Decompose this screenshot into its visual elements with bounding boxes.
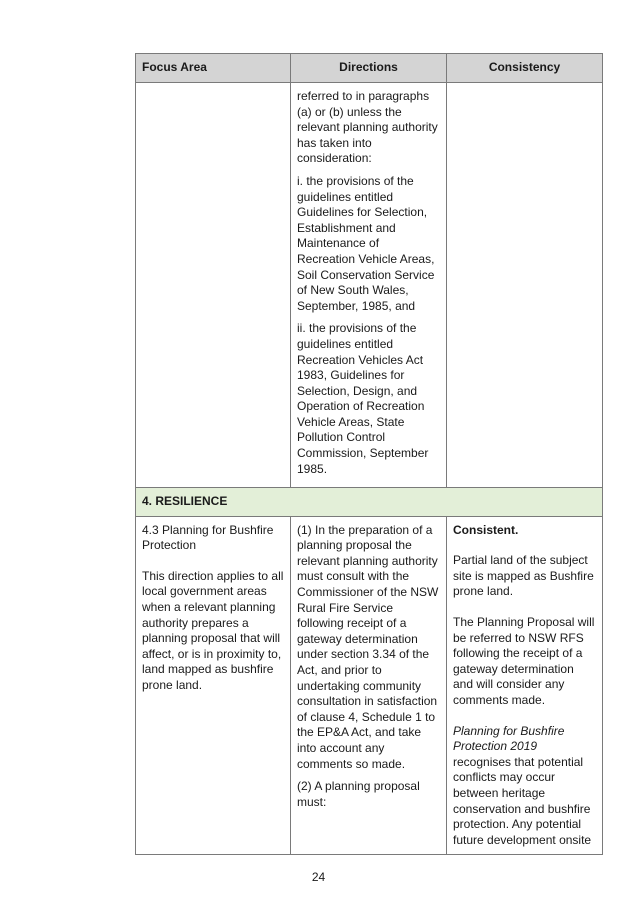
table-row [136, 83, 603, 488]
consistency-paragraph: The Planning Proposal will be referred to NSW RFS following the receipt of a gateway determination and will consider any comments made. [453, 614, 595, 707]
page-number: 24 [311, 870, 326, 884]
directions-paragraph: ii. the provisions of the guidelines entitled Recreation Vehicles Act 1983, Guidelines for Selection, Design, and Operation of Recreation Vehicle Areas, State Pollution Control Commission, September 1985. [297, 321, 429, 476]
consistency-cell [447, 83, 603, 488]
focus-cell [136, 83, 291, 488]
consistency-status: Consistent. [453, 522, 519, 537]
focus-title: 4.3 Planning for Bushfire Protection [142, 522, 274, 553]
guideline-title: Planning for Bushfire Protection 2019 [453, 723, 565, 754]
consistency-paragraph [453, 724, 596, 849]
header-focus-area: Focus Area [136, 54, 291, 83]
policy-table [135, 53, 603, 855]
focus-cell [136, 516, 291, 855]
directions-paragraph: i. the provisions of the guidelines entitled Guidelines for Selection, Establishment and Maintenance of Recreation Vehicle Areas, Soil Conservation Service of New South Wales, September, 1985, and [297, 173, 435, 313]
focus-body: This direction applies to all local government areas when a relevant planning authority prepares a planning proposal that will affect, or is in proximity to, land mapped as bushfire prone land. [142, 568, 284, 692]
directions-cell [291, 516, 447, 855]
directions-cell [291, 83, 447, 488]
table-header-row [136, 54, 603, 83]
directions-paragraph: (1) In the preparation of a planning proposal the relevant planning authority must consult with the Commissioner of the NSW Rural Fire Service following receipt of a gateway determination under section 3.34 of the Act, and prior to undertaking community consultation in satisfaction of clause 4, Schedule 1 to the EP&A Act, and take into account any comments so made. [297, 522, 439, 771]
header-directions: Directions [291, 54, 447, 83]
header-consistency: Consistency [447, 54, 603, 83]
section-row [136, 488, 603, 517]
table-row [136, 516, 603, 855]
directions-paragraph: (2) A planning proposal must: [297, 779, 420, 809]
consistency-cell [447, 516, 603, 855]
consistency-paragraph-text: recognises that potential conflicts may occur between heritage conservation and bushfire protection. Any potential future development onsite [453, 754, 592, 847]
section-heading: 4. RESILIENCE [136, 488, 603, 517]
directions-paragraph: referred to in paragraphs (a) or (b) unless the relevant planning authority has taken into consideration: [297, 89, 438, 166]
consistency-paragraph: Partial land of the subject site is mapped as Bushfire prone land. [453, 553, 594, 599]
